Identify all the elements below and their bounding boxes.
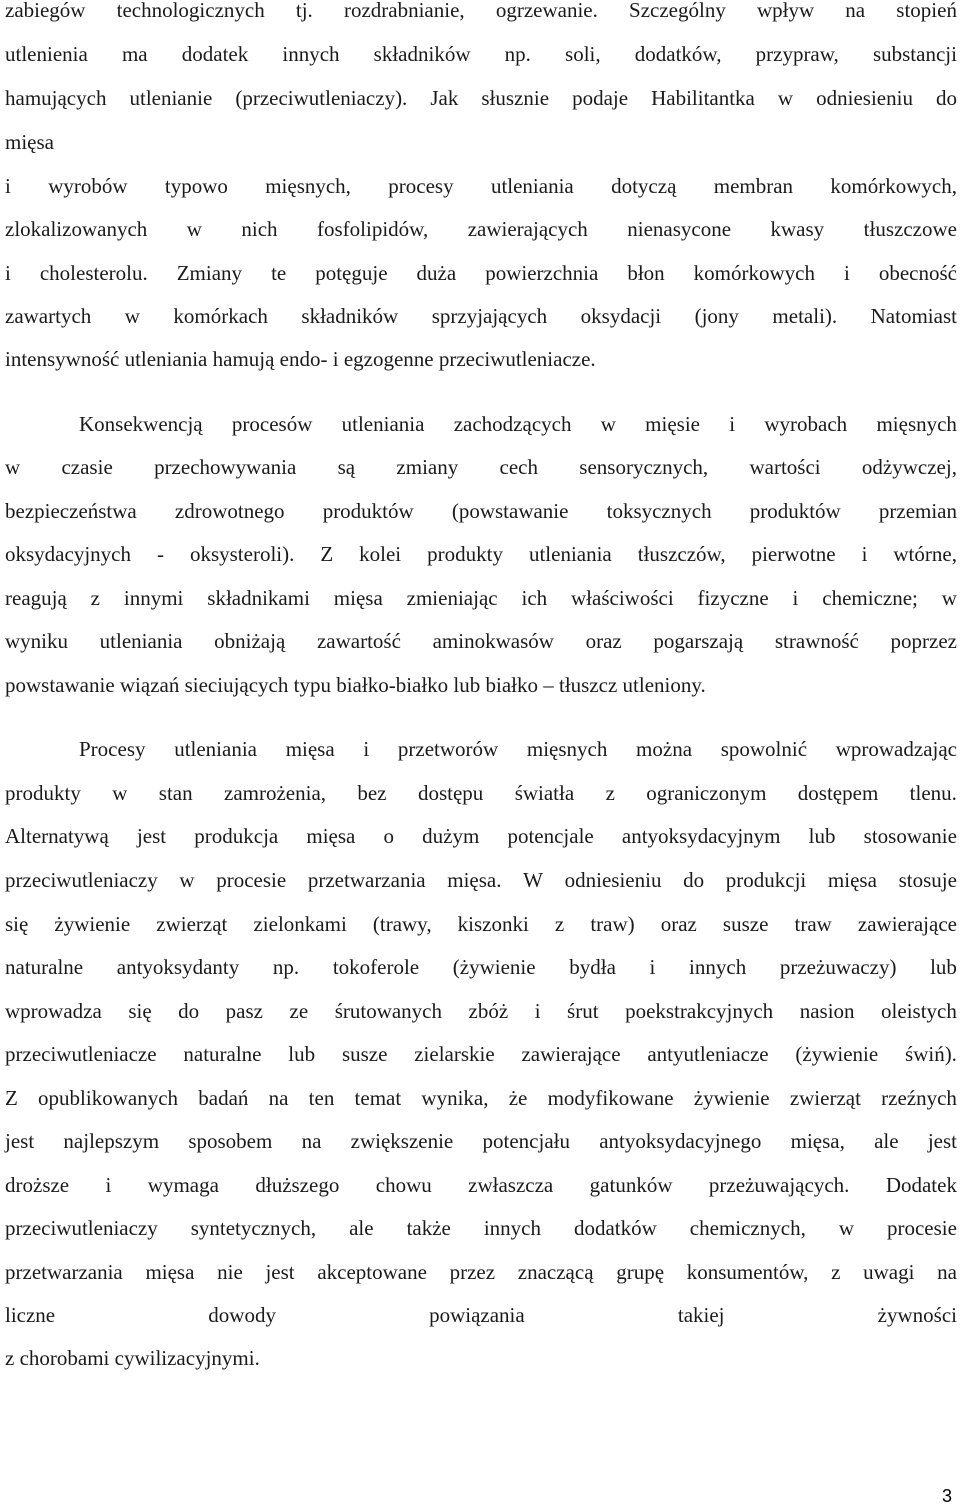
- word: tlenu.: [909, 781, 957, 805]
- word: oleistych: [881, 999, 957, 1023]
- text-line: [5, 171, 957, 201]
- word: Dodatek: [885, 1173, 957, 1197]
- word: się: [5, 912, 29, 936]
- word: innymi: [123, 586, 184, 610]
- word: i: [843, 261, 850, 285]
- word: mięsie: [645, 412, 700, 436]
- word: Habilitantka: [651, 86, 755, 110]
- word: Alternatywą: [5, 824, 109, 848]
- text-line: [5, 626, 957, 656]
- word: jest: [136, 824, 167, 848]
- word: Natomiast: [870, 304, 957, 328]
- word: sposobem: [188, 1129, 273, 1153]
- word: słusznie: [481, 86, 550, 110]
- word: zamrożenia,: [224, 781, 327, 805]
- word: hamujących: [5, 86, 107, 110]
- word: zmiany: [396, 455, 459, 479]
- word: przetwarzania: [5, 1260, 123, 1284]
- word: czasie: [61, 455, 113, 479]
- word: traw: [794, 912, 832, 936]
- word: zachodzących: [453, 412, 572, 436]
- word: traw): [590, 912, 635, 936]
- word: oksysteroli).: [189, 542, 295, 566]
- word: potencjału: [482, 1129, 570, 1153]
- word: wtórne,: [893, 542, 957, 566]
- word: dotyczą: [611, 174, 677, 198]
- word: jest: [5, 1129, 35, 1153]
- word: zmieniając: [406, 586, 498, 610]
- text-line: intensywność utleniania hamują endo- i egzogenne przeciwutleniacze.: [5, 347, 596, 371]
- word: odniesieniu: [816, 86, 913, 110]
- word: w: [186, 217, 202, 241]
- word: dodatków,: [634, 42, 722, 66]
- word: antyoksydanty: [116, 955, 240, 979]
- word: antyutleniacze: [647, 1042, 769, 1066]
- word: i: [5, 174, 11, 198]
- word: wyniku: [5, 629, 68, 653]
- word: poprzez: [890, 629, 957, 653]
- word: modyfikowane: [547, 1086, 674, 1110]
- text-line: [5, 0, 957, 25]
- word: liczne: [5, 1303, 56, 1327]
- word: badań: [198, 1086, 249, 1110]
- text-line: [5, 778, 957, 808]
- word: obecność: [878, 261, 957, 285]
- word: najlepszym: [63, 1129, 160, 1153]
- word: toksycznych: [606, 499, 712, 523]
- word: potencjale: [507, 824, 594, 848]
- word: Szczególny: [629, 0, 726, 22]
- word: zlokalizowanych: [5, 217, 148, 241]
- word: w: [179, 868, 195, 892]
- word: wartości: [749, 455, 821, 479]
- word: Procesy: [79, 737, 146, 761]
- word: (żywienie: [452, 955, 536, 979]
- word: produktów: [749, 499, 841, 523]
- word: składników: [301, 304, 399, 328]
- word: ograniczonym: [646, 781, 767, 805]
- word: dowody: [208, 1303, 276, 1327]
- word: syntetycznych,: [190, 1216, 317, 1240]
- word: produkty: [5, 781, 81, 805]
- word: w: [600, 412, 616, 436]
- word: o: [383, 824, 394, 848]
- word: substancji: [872, 42, 957, 66]
- word: mięsa: [827, 868, 877, 892]
- word: zwiększenie: [350, 1129, 454, 1153]
- word: przeciwutleniacze: [5, 1042, 157, 1066]
- word: dodatek: [181, 42, 249, 66]
- word: przypraw,: [755, 42, 839, 66]
- word: chemicznych,: [689, 1216, 806, 1240]
- word: wprowadzając: [835, 737, 957, 761]
- word: takiej: [677, 1303, 725, 1327]
- word: właściwości: [571, 586, 674, 610]
- word: światła: [514, 781, 575, 805]
- word: duża: [416, 261, 457, 285]
- word: innych: [282, 42, 340, 66]
- word: susze: [341, 1042, 388, 1066]
- text-line: [5, 1300, 957, 1330]
- word: Z: [320, 542, 334, 566]
- word: zawierające: [857, 912, 957, 936]
- word: do: [683, 868, 705, 892]
- word: lub: [930, 955, 957, 979]
- word: dodatków: [573, 1216, 657, 1240]
- word: w: [112, 781, 128, 805]
- word: naturalne: [5, 955, 84, 979]
- word: produktów: [322, 499, 414, 523]
- word: zielonkami: [253, 912, 347, 936]
- word: mięsa: [333, 586, 383, 610]
- word: kolei: [359, 542, 402, 566]
- word: zawierające: [521, 1042, 621, 1066]
- word: mięsnych: [526, 737, 608, 761]
- word: utleniania: [490, 174, 574, 198]
- word: z: [831, 1260, 841, 1284]
- text-line: [5, 452, 957, 482]
- word: poekstrakcyjnych: [625, 999, 774, 1023]
- word: nich: [241, 217, 278, 241]
- word: naturalne: [183, 1042, 262, 1066]
- word: przeciwutleniaczy: [5, 868, 158, 892]
- word: komórkowych,: [830, 174, 957, 198]
- word: i: [792, 586, 799, 610]
- word: innych: [689, 955, 747, 979]
- word: i: [729, 412, 736, 436]
- word: świń).: [905, 1042, 957, 1066]
- word: mięsa: [285, 737, 335, 761]
- word: na: [301, 1129, 322, 1153]
- word: w: [777, 86, 794, 110]
- word: procesów: [231, 412, 313, 436]
- word: zwłaszcza: [468, 1173, 554, 1197]
- text-line: [5, 821, 957, 851]
- text-line: mięsa: [5, 130, 54, 154]
- text-line: powstawanie wiązań sieciujących typu białko-białko lub białko – tłuszcz utleniony.: [5, 673, 706, 697]
- word: pogarszają: [653, 629, 744, 653]
- word: strawność: [774, 629, 859, 653]
- word: z: [90, 586, 100, 610]
- word: chowu: [375, 1173, 432, 1197]
- word: dużym: [422, 824, 480, 848]
- word: stosowanie: [863, 824, 957, 848]
- word: z: [605, 781, 615, 805]
- word: Z: [5, 1086, 18, 1110]
- word: dostępem: [797, 781, 879, 805]
- word: bydła: [569, 955, 616, 979]
- text-line: [5, 909, 957, 939]
- word: ale: [874, 1129, 899, 1153]
- text-line: [5, 1039, 957, 1069]
- word: odniesieniu: [564, 868, 662, 892]
- word: kiszonki: [457, 912, 529, 936]
- word: oksydacyjnych: [5, 542, 131, 566]
- word: zdrowotnego: [174, 499, 285, 523]
- word: Zmiany: [176, 261, 243, 285]
- word: temat: [354, 1086, 402, 1110]
- text-line: [5, 996, 957, 1026]
- word: zielarskie: [414, 1042, 495, 1066]
- word: ale: [349, 1216, 374, 1240]
- word: śrut: [567, 999, 599, 1023]
- word: konsumentów,: [686, 1260, 809, 1284]
- word: nie: [217, 1260, 243, 1284]
- word: ich: [521, 586, 548, 610]
- word: i: [363, 737, 370, 761]
- word: reagują: [5, 586, 67, 610]
- word: sensorycznych,: [579, 455, 709, 479]
- word: chemiczne;: [822, 586, 918, 610]
- word: i: [861, 542, 868, 566]
- word: i: [534, 999, 541, 1023]
- text-line: [5, 1083, 957, 1113]
- word: mięsa: [306, 824, 356, 848]
- word: do: [178, 999, 200, 1023]
- word: cech: [499, 455, 538, 479]
- word: rozdrabnianie,: [343, 0, 465, 22]
- word: akceptowane: [317, 1260, 427, 1284]
- word: sprzyjających: [431, 304, 548, 328]
- word: metali).: [772, 304, 838, 328]
- word: produkty: [427, 542, 503, 566]
- word: soli,: [565, 42, 601, 66]
- text-line: [5, 1170, 957, 1200]
- word: mięsa,: [790, 1129, 845, 1153]
- word: stan: [158, 781, 193, 805]
- word: że: [508, 1086, 528, 1110]
- word: przeżuwaczy): [779, 955, 897, 979]
- word: Konsekwencją: [79, 412, 203, 436]
- word: i: [5, 261, 11, 285]
- word: jest: [265, 1260, 295, 1284]
- text-line: [5, 952, 957, 982]
- word: utlenienia: [5, 42, 88, 66]
- word: przeżuwających.: [708, 1173, 850, 1197]
- word: komórkowych: [693, 261, 815, 285]
- word: bezpieczeństwa: [5, 499, 137, 523]
- word: oraz: [660, 912, 697, 936]
- word: tłuszczowe: [863, 217, 957, 241]
- word: przeciwutleniaczy: [5, 1216, 158, 1240]
- word: mięsnych: [876, 412, 957, 436]
- text-line: [5, 496, 957, 526]
- word: zwierząt: [156, 912, 228, 936]
- word: zbóż: [468, 999, 509, 1023]
- word: W: [523, 868, 543, 892]
- word: jest: [927, 1129, 957, 1153]
- text-line: [5, 1213, 957, 1243]
- word: (jony: [694, 304, 739, 328]
- word: wpływ: [756, 0, 815, 22]
- word: tłuszczów,: [637, 542, 726, 566]
- word: lub: [808, 824, 836, 848]
- word: ma: [121, 42, 148, 66]
- word: pierwotne: [751, 542, 836, 566]
- word: grupę: [616, 1260, 665, 1284]
- word: kwasy: [770, 217, 825, 241]
- word: uwagi: [863, 1260, 915, 1284]
- word: utleniania: [341, 412, 425, 436]
- word: wyrobach: [764, 412, 848, 436]
- word: ze: [289, 999, 309, 1023]
- text-line: [79, 734, 957, 764]
- word: procesie: [216, 868, 287, 892]
- word: w: [5, 455, 21, 479]
- word: opublikowanych: [38, 1086, 179, 1110]
- word: np.: [504, 42, 531, 66]
- word: mięsnych,: [265, 174, 351, 198]
- word: ogrzewanie.: [495, 0, 598, 22]
- word: znaczącą: [517, 1260, 594, 1284]
- word: do: [935, 86, 957, 110]
- word: procesy: [388, 174, 454, 198]
- text-line: [5, 258, 957, 288]
- word: antyoksydacyjnego: [599, 1129, 762, 1153]
- word: zawartych: [5, 304, 92, 328]
- word: składników: [373, 42, 471, 66]
- word: mięsa: [145, 1260, 195, 1284]
- word: oraz: [585, 629, 622, 653]
- page-number: 3: [941, 1486, 952, 1506]
- word: i: [649, 955, 656, 979]
- word: te: [271, 261, 287, 285]
- word: utleniania: [99, 629, 183, 653]
- word: np.: [272, 955, 300, 979]
- word: i: [105, 1173, 112, 1197]
- text-line: [5, 539, 957, 569]
- word: obniżają: [214, 629, 286, 653]
- word: dłuższego: [255, 1173, 340, 1197]
- word: (przeciwutleniaczy).: [235, 86, 408, 110]
- word: są: [337, 455, 356, 479]
- word: fizyczne: [697, 586, 769, 610]
- word: mięsa.: [447, 868, 502, 892]
- word: typowo: [164, 174, 228, 198]
- word: przetworów: [397, 737, 499, 761]
- text-line: [5, 214, 957, 244]
- word: produkcji: [725, 868, 807, 892]
- word: w: [838, 1216, 854, 1240]
- word: oksydacji: [580, 304, 662, 328]
- word: bez: [357, 781, 387, 805]
- word: w: [941, 586, 957, 610]
- text-line: [5, 865, 957, 895]
- word: żywienie: [693, 1086, 770, 1110]
- word: żywności: [877, 1303, 957, 1327]
- word: przetwarzania: [307, 868, 426, 892]
- word: błon: [627, 261, 665, 285]
- word: susze: [722, 912, 769, 936]
- word: także: [406, 1216, 451, 1240]
- word: śrutowanych: [334, 999, 442, 1023]
- word: droższe: [5, 1173, 70, 1197]
- word: nasion: [799, 999, 855, 1023]
- word: wyrobów: [48, 174, 128, 198]
- word: produkcja: [194, 824, 279, 848]
- word: utleniania: [174, 737, 257, 761]
- word: zwierząt: [789, 1086, 861, 1110]
- word: się: [128, 999, 152, 1023]
- word: powierzchnia: [485, 261, 599, 285]
- word: na: [268, 1086, 289, 1110]
- word: można: [636, 737, 693, 761]
- text-line: [5, 1126, 957, 1156]
- word: nienasycone: [627, 217, 732, 241]
- word: potęguje: [315, 261, 388, 285]
- word: utlenianie: [129, 86, 213, 110]
- word: przemian: [878, 499, 957, 523]
- word: lub: [288, 1042, 316, 1066]
- word: przechowywania: [154, 455, 297, 479]
- text-line: [5, 39, 957, 69]
- word: wprowadza: [5, 999, 102, 1023]
- word: zawartość: [316, 629, 401, 653]
- word: aminokwasów: [432, 629, 554, 653]
- word: stopień: [896, 0, 957, 22]
- text-line: [5, 1257, 957, 1287]
- word: powiązania: [429, 1303, 525, 1327]
- word: tj.: [295, 0, 313, 22]
- text-line: [79, 409, 957, 439]
- word: antyoksydacyjnym: [621, 824, 781, 848]
- word: Jak: [430, 86, 459, 110]
- word: tokoferole: [332, 955, 420, 979]
- word: technologicznych: [116, 0, 265, 22]
- text-line: [5, 301, 957, 331]
- word: przez: [449, 1260, 496, 1284]
- word: z: [554, 912, 565, 936]
- word: podaje: [572, 86, 629, 110]
- word: pasz: [225, 999, 263, 1023]
- word: ten: [308, 1086, 335, 1110]
- word: składnikami: [207, 586, 310, 610]
- word: wymaga: [147, 1173, 219, 1197]
- word: odżywczej,: [861, 455, 957, 479]
- word: cholesterolu.: [39, 261, 148, 285]
- word: rzeźnych: [881, 1086, 957, 1110]
- word: dostępu: [417, 781, 484, 805]
- word: gatunków: [589, 1173, 673, 1197]
- text-line: [5, 583, 957, 613]
- text-line: z chorobami cywilizacyjnymi.: [5, 1346, 260, 1370]
- word: zawierających: [467, 217, 588, 241]
- word: (żywienie: [795, 1042, 879, 1066]
- word: (powstawanie: [451, 499, 569, 523]
- word: -: [156, 542, 164, 566]
- word: stosuje: [898, 868, 957, 892]
- word: na: [845, 0, 866, 22]
- word: spowolnić: [720, 737, 808, 761]
- word: żywienie: [54, 912, 131, 936]
- word: zabiegów: [5, 0, 86, 22]
- word: procesie: [886, 1216, 957, 1240]
- word: innych: [483, 1216, 541, 1240]
- word: membran: [713, 174, 794, 198]
- word: (trawy,: [372, 912, 432, 936]
- text-line: [5, 83, 957, 113]
- word: fosfolipidów,: [317, 217, 429, 241]
- word: komórkach: [173, 304, 268, 328]
- word: na: [937, 1260, 957, 1284]
- word: wynika,: [421, 1086, 489, 1110]
- word: w: [124, 304, 140, 328]
- word: utleniania: [528, 542, 612, 566]
